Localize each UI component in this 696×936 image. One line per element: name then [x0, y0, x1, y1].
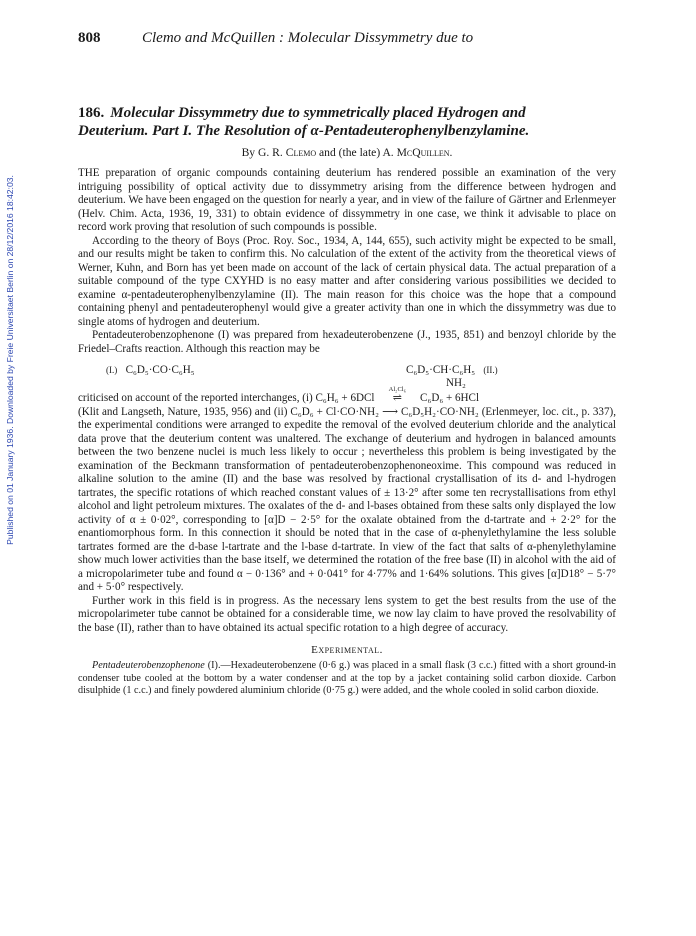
paragraph-5: (Klit and Langseth, Nature, 1935, 956) and (ii) C₆D₆ + Cl·CO·NH₂ ⟶ C₆D₅H₂·CO·NH₂ (Erlenmeyer, loc. cit., p. 337), the experimental conditions were arranged to expedite the removal of the evolved deuterium chloride and the analytical data prove that the deuterium content was unaltered. The exchange of deuterium and hydrogen in balanced amounts between the two benzene nuclei is much less likely to occur ; nevertheless this problem is being investigated by the examination of the Beckmann transformation of pentadeuterobenzophenoneoxime. This compound was reduced in alkaline solution to the amine (II) and the base was resolved by fractional crystallisation of its d- and l-hydrogen tartrates, the specific rotations of which reached constant values of ± 13·2° after some ten recrystallisations from ethyl alcohol and light petroleum mixtures. The oxalates of the d- and l-bases obtained from these salts only displayed the low activity of α ± 0·02°, corresponding to [α]D − 2·5° for the oxalate obtained from the d-tartrate and + 2·2° for the enantiomorphous form. In this connection it should be noted that in the case of α-phenylethylamine the less soluble tartrates formed are the d-base l-tartrate and the l-base d-tartrate. In view of the fact that salts of α-phenylethylamine show much lower activities than the base itself, we determined the rotation of the free base (II) in alcohol with the aid of a micropolarimeter tube and found α − 0·136° and + 0·041° for 4·77% and 1·64% solutions. This gives [α]D18° − 5·7° and + 5·0° respectively. — [78, 405, 616, 593]
reaction-i-right: C₆D₆ + 6HCl — [420, 392, 480, 404]
structural-formulae — [78, 358, 616, 392]
catalyst-label: Al₂Cl₆ — [388, 386, 406, 393]
running-title: Clemo and McQuillen : Molecular Dissymmetry due to — [142, 30, 474, 46]
article-number: 186. — [78, 105, 105, 121]
equilibrium-arrow: Al₂Cl₆ ⇌ — [377, 392, 417, 406]
article-title — [78, 104, 616, 140]
compound-name: Pentadeuterobenzophenone — [92, 660, 205, 671]
journal-page — [78, 30, 616, 698]
author-clemo: Clemo — [285, 146, 317, 159]
reaction-i-left: criticised on account of the reported interchanges, (i) C₆H₆ + 6DCl — [78, 392, 375, 404]
experimental-text: (I).—Hexadeuterobenzene (0·6 g.) was placed in a small flask (3 c.c.) fitted with a short ground-in condenser tube cooled at the bottom by a water condenser and at the top by a jacket containing solid carbon dioxide. Carbon disulphide (1 c.c.) and finely powdered aluminium chloride (0·75 g.) were added, and the whole cooled in solid carbon dioxide. — [78, 660, 616, 697]
formula-ii — [406, 364, 498, 376]
page-number: 808 — [78, 30, 101, 46]
authors — [78, 146, 616, 159]
watermark-text: Published on 01 January 1936. Downloaded by Freie Universitaet Berlin on 28/12/2016 18:42:03. — [5, 175, 15, 545]
experimental-heading: Experimental. — [311, 644, 383, 656]
experimental-paragraph-1 — [78, 660, 616, 698]
paragraph-3: Pentadeuterobenzophenone (I) was prepared from hexadeuterobenzene (J., 1935, 851) and benzoyl chloride by the Friedel–Crafts reaction. Although this reaction may be — [78, 329, 616, 355]
paragraph-1: THE preparation of organic compounds containing deuterium has rendered possible an examination of the very intriguing possibility of optical activity due to dissymmetry arising from the difference between hydrogen and deuterium. We have been engaged on the question for nearly a year, and in view of the failure of Gärtner and Erlenmeyer (Helv. Chim. Acta, 1936, 19, 331) to obtain evidence of dissymmetry in one case, we think it advisable to place on record work proving that resolution of such compounds is possible. — [78, 167, 616, 233]
formula-i-label: (I.) — [106, 365, 118, 375]
page-header — [78, 30, 616, 56]
authors-end: . — [449, 146, 453, 159]
author-mcquillen: McQuillen — [396, 146, 450, 159]
formula-i-text: C₆D₅·CO·C₆H₅ — [125, 364, 195, 376]
paragraph-2: According to the theory of Boys (Proc. Roy. Soc., 1934, A, 144, 655), such activity might be expected to be small, and our results might be taken to confirm this. No calculation of the extent of the activity from the theoretical views of Werner, Kuhn, and Born has yet been made on account of the lack of certain physical data. The actual preparation of a suitable compound of the type CXYHD is no easy matter and after considering various possibilities we decided to examine α-pentadeuterophenylbenzylamine (II). The main reason for this choice was the hope that a compound containing phenyl and pentadeuterophenyl would give a greater activity than one in which the dissymmetry was due to single atoms of hydrogen and deuterium. — [78, 234, 616, 328]
formula-ii-amine: NH₂ — [446, 377, 466, 389]
paragraph-4 — [78, 386, 616, 406]
formula-i — [106, 364, 195, 376]
download-watermark — [2, 60, 18, 660]
formula-ii-label: (II.) — [483, 365, 498, 375]
formula-ii-text: C₆D₅·CH·C₆H₅ — [406, 364, 476, 376]
authors-mid: and (the late) A. — [316, 146, 397, 159]
title-line-2: Deuterium. Part I. The Resolution of α-Pentadeuterophenylbenzylamine. — [78, 123, 530, 139]
authors-by: By G. R. — [241, 146, 286, 159]
title-line-1: Molecular Dissymmetry due to symmetrically placed Hydrogen and — [110, 105, 526, 121]
paragraph-6: Further work in this field is in progress. As the necessary lens system to get the best results from the use of the micropolarimeter tube cannot be obtained for a considerable time, we now lay claim to have proved the resolvability of the base (II), rather than to have obtained its actual specific rotation to a high degree of accuracy. — [78, 594, 616, 634]
